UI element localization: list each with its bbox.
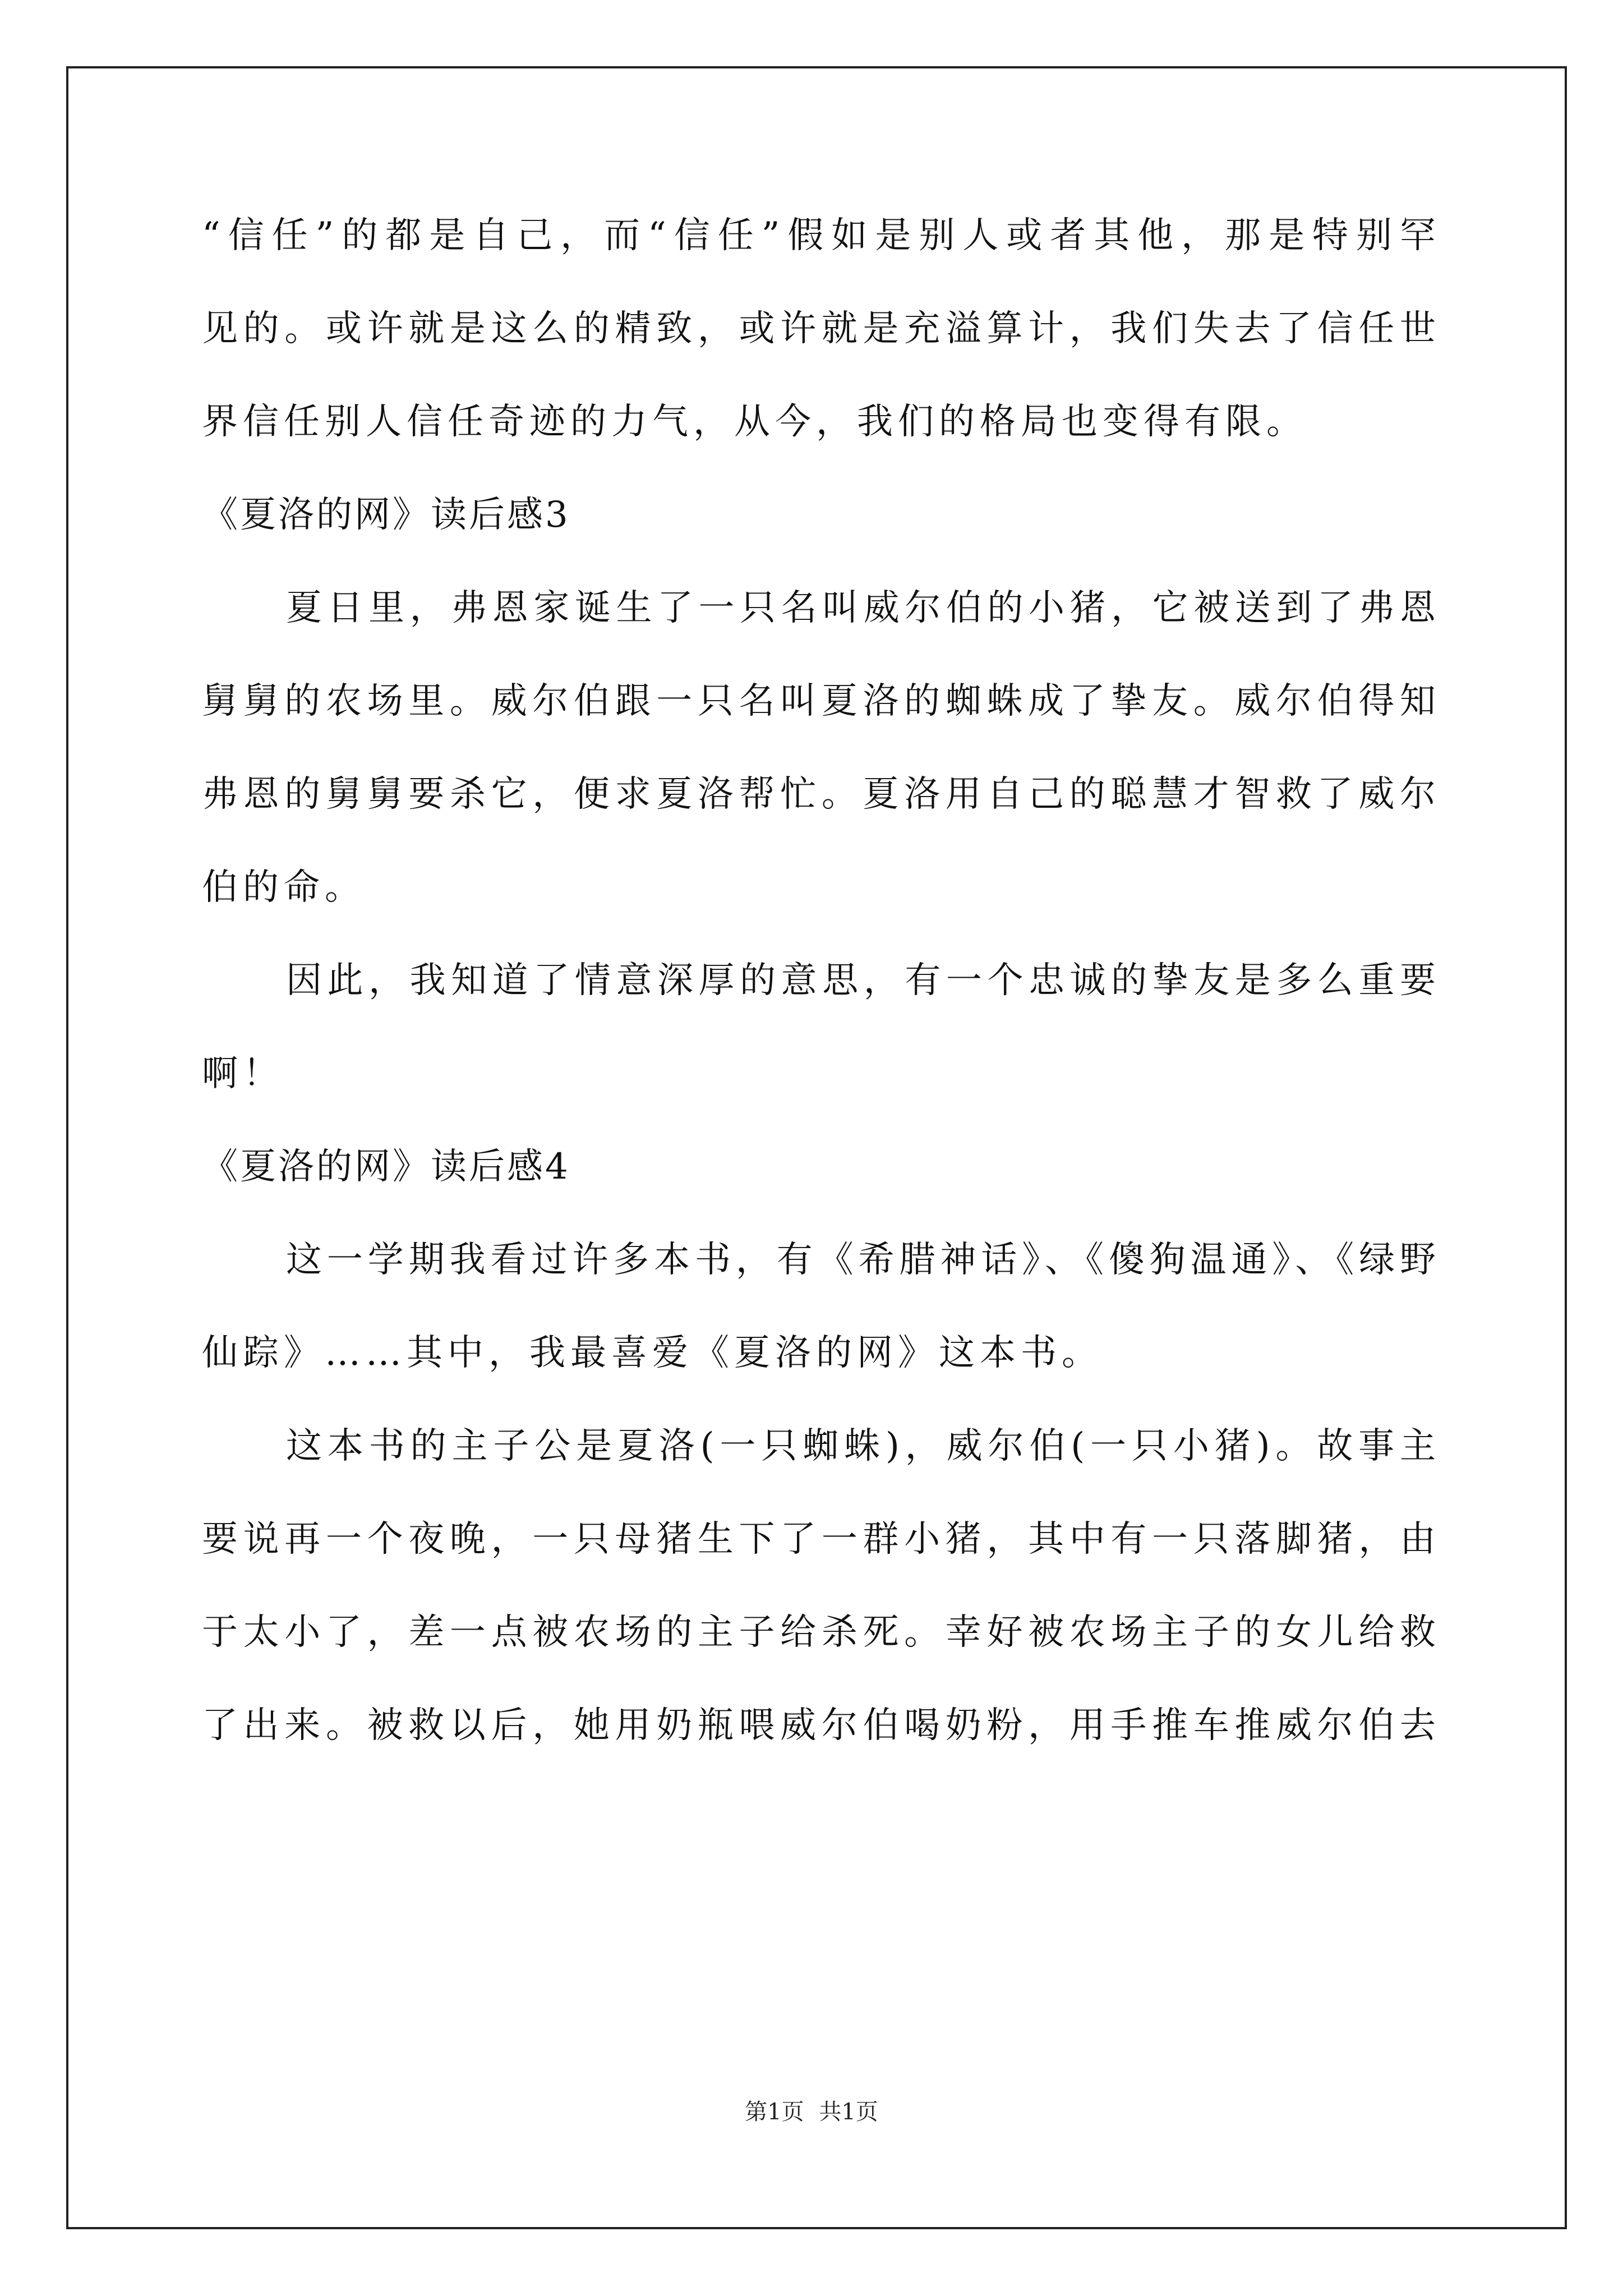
- paragraph-line: 仙踪》……其中，我最喜爱《夏洛的网》这本书。: [202, 1332, 1103, 1374]
- paragraph-line: 要说再一个夜晚，一只母猪生下了一群小猪，其中有一只落脚猪，由: [202, 1519, 1436, 1560]
- section-heading: 《夏洛的网》读后感4: [202, 1146, 570, 1188]
- paragraph-line: 弗恩的舅舅要杀它，便求夏洛帮忙。夏洛用自己的聪慧才智救了威尔: [202, 774, 1436, 815]
- paragraph-line: 舅舅的农场里。威尔伯跟一只名叫夏洛的蜘蛛成了挚友。威尔伯得知: [202, 680, 1436, 722]
- paragraph-line: 于太小了，差一点被农场的主子给杀死。幸好被农场主子的女儿给救: [202, 1612, 1436, 1653]
- paragraph-line: 因此，我知道了情意深厚的意思，有一个忠诚的挚友是多么重要: [286, 960, 1436, 1001]
- paragraph-line: 了出来。被救以后，她用奶瓶喂威尔伯喝奶粉，用手推车推威尔伯去: [202, 1705, 1436, 1746]
- paragraph-line: 这一学期我看过许多本书，有《希腊神话》、《傻狗温通》、《绿野: [286, 1239, 1436, 1281]
- paragraph-line: 啊！: [202, 1053, 284, 1094]
- paragraph-line: “信任”的都是自己，而“信任”假如是别人或者其他，那是特别罕: [202, 215, 1436, 256]
- paragraph-line: 这本书的主子公是夏洛(一只蜘蛛)，威尔伯(一只小猪)。故事主: [286, 1425, 1436, 1467]
- paragraph-line: 夏日里，弗恩家诞生了一只名叫威尔伯的小猪，它被送到了弗恩: [286, 587, 1436, 629]
- paragraph-line: 界信任别人信任奇迹的力气，从今，我们的格局也变得有限。: [202, 401, 1307, 443]
- paragraph-line: 伯的命。: [202, 867, 366, 908]
- paragraph-line: 见的。或许就是这么的精致，或许就是充溢算计，我们失去了信任世: [202, 308, 1436, 349]
- page-footer: 第1页 共1页: [745, 2099, 878, 2125]
- section-heading: 《夏洛的网》读后感3: [202, 494, 570, 536]
